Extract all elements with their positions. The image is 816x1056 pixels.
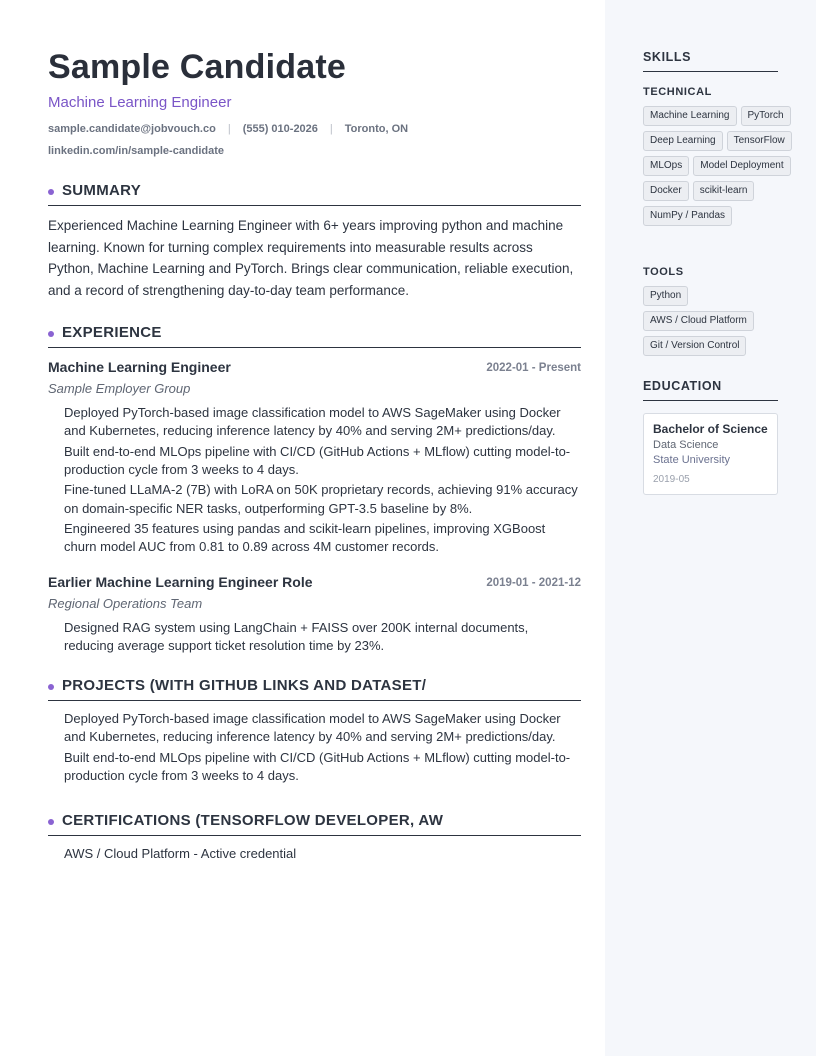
contact-line	[48, 123, 408, 135]
job-dates: 2019-01 - 2021-12	[486, 577, 581, 589]
phone: (555) 010-2026	[242, 123, 318, 135]
tool-tag: Git / Version Control	[643, 336, 746, 356]
bullet-dot-icon	[48, 331, 54, 337]
field-of-study: Data Science	[653, 439, 719, 451]
location: Toronto, ON	[344, 123, 409, 135]
skill-tag: NumPy / Pandas	[643, 206, 732, 226]
summary-text: Experienced Machine Learning Engineer with 6+ years improving python and machine learning. Known for turning complex requirements into measurable results across Python, Machine Learning and PyTorch. Brings clear communication, reliable execution, and a record of strengthening day-to-day team performance.	[48, 218, 574, 298]
project-bullets	[64, 710, 581, 787]
list-item: Built end-to-end MLOps pipeline with CI/CD (GitHub Actions + MLflow) cutting model-to-production cycle from 3 weeks to 4 days.	[64, 443, 571, 478]
certification-list	[64, 845, 581, 865]
skill-tag: scikit-learn	[693, 181, 755, 201]
job-bullets	[64, 404, 581, 558]
candidate-role: Machine Learning Engineer	[48, 94, 232, 111]
bullet-dot-icon	[48, 819, 54, 825]
skill-tag: Model Deployment	[693, 156, 790, 176]
bullet-dot-icon	[48, 189, 54, 195]
candidate-name: Sample Candidate	[48, 48, 346, 86]
certifications-heading	[48, 812, 581, 836]
skill-tag: Deep Learning	[643, 131, 723, 151]
tool-tag: Python	[643, 286, 688, 306]
list-item: Deployed PyTorch-based image classification model to AWS SageMaker using Docker and Kubernetes, reducing inference latency by 40% and serving 2M+ predictions/day.	[64, 405, 561, 439]
section-title: SUMMARY	[62, 182, 142, 199]
skill-tag: Docker	[643, 181, 689, 201]
resume-sidebar	[605, 0, 816, 1056]
list-item: Deployed PyTorch-based image classification model to AWS SageMaker using Docker and Kubernetes, reducing inference latency by 40% and serving 2M+ predictions/day.	[64, 711, 561, 745]
skill-tag: MLOps	[643, 156, 689, 176]
job-company: Sample Employer Group	[48, 381, 191, 396]
job-company: Regional Operations Team	[48, 596, 203, 611]
job-dates: 2022-01 - Present	[486, 362, 581, 374]
technical-skill-tags	[643, 106, 793, 226]
tool-tags	[643, 286, 793, 356]
section-title: CERTIFICATIONS (TENSORFLOW DEVELOPER, AW	[62, 812, 444, 829]
education-card	[643, 413, 778, 495]
projects-heading	[48, 677, 581, 701]
section-title: EXPERIENCE	[62, 324, 162, 341]
education-heading: EDUCATION	[643, 379, 778, 401]
list-item: Designed RAG system using LangChain + FAISS over 200K internal documents, reducing average support ticket resolution time by 23%.	[64, 620, 529, 654]
tool-tag: AWS / Cloud Platform	[643, 311, 754, 331]
job-title: Machine Learning Engineer	[48, 359, 231, 375]
job-title: Earlier Machine Learning Engineer Role	[48, 574, 313, 590]
experience-heading	[48, 324, 581, 348]
graduation-date: 2019-05	[653, 474, 690, 485]
tools-heading: TOOLS	[643, 266, 684, 278]
technical-heading: TECHNICAL	[643, 86, 712, 98]
linkedin-link[interactable]: linkedin.com/in/sample-candidate	[48, 145, 225, 157]
skill-tag: Machine Learning	[643, 106, 737, 126]
skills-heading: SKILLS	[643, 50, 778, 72]
bullet-dot-icon	[48, 684, 54, 690]
job-bullets	[64, 619, 581, 658]
section-title: PROJECTS (WITH GITHUB LINKS AND DATASET/	[62, 677, 427, 694]
summary-heading	[48, 182, 581, 206]
list-item: Engineered 35 features using pandas and scikit-learn pipelines, improving XGBoost churn model AUC from 0.81 to 0.89 across 4M customer records.	[64, 520, 546, 555]
email[interactable]: sample.candidate@jobvouch.co	[48, 123, 216, 135]
separator: |	[329, 123, 333, 135]
degree: Bachelor of Science	[653, 422, 768, 436]
skill-tag: TensorFlow	[727, 131, 792, 151]
school: State University	[653, 454, 731, 466]
list-item: Built end-to-end MLOps pipeline with CI/CD (GitHub Actions + MLflow) cutting model-to-production cycle from 3 weeks to 4 days.	[64, 749, 571, 784]
list-item: AWS / Cloud Platform - Active credential	[64, 846, 297, 861]
list-item: Fine-tuned LLaMA-2 (7B) with LoRA on 50K proprietary records, achieving 91% accuracy on domain-specific NER tasks, outperforming GPT-3.5 baseline by 8%.	[64, 482, 578, 516]
skill-tag: PyTorch	[741, 106, 791, 126]
separator: |	[227, 123, 231, 135]
